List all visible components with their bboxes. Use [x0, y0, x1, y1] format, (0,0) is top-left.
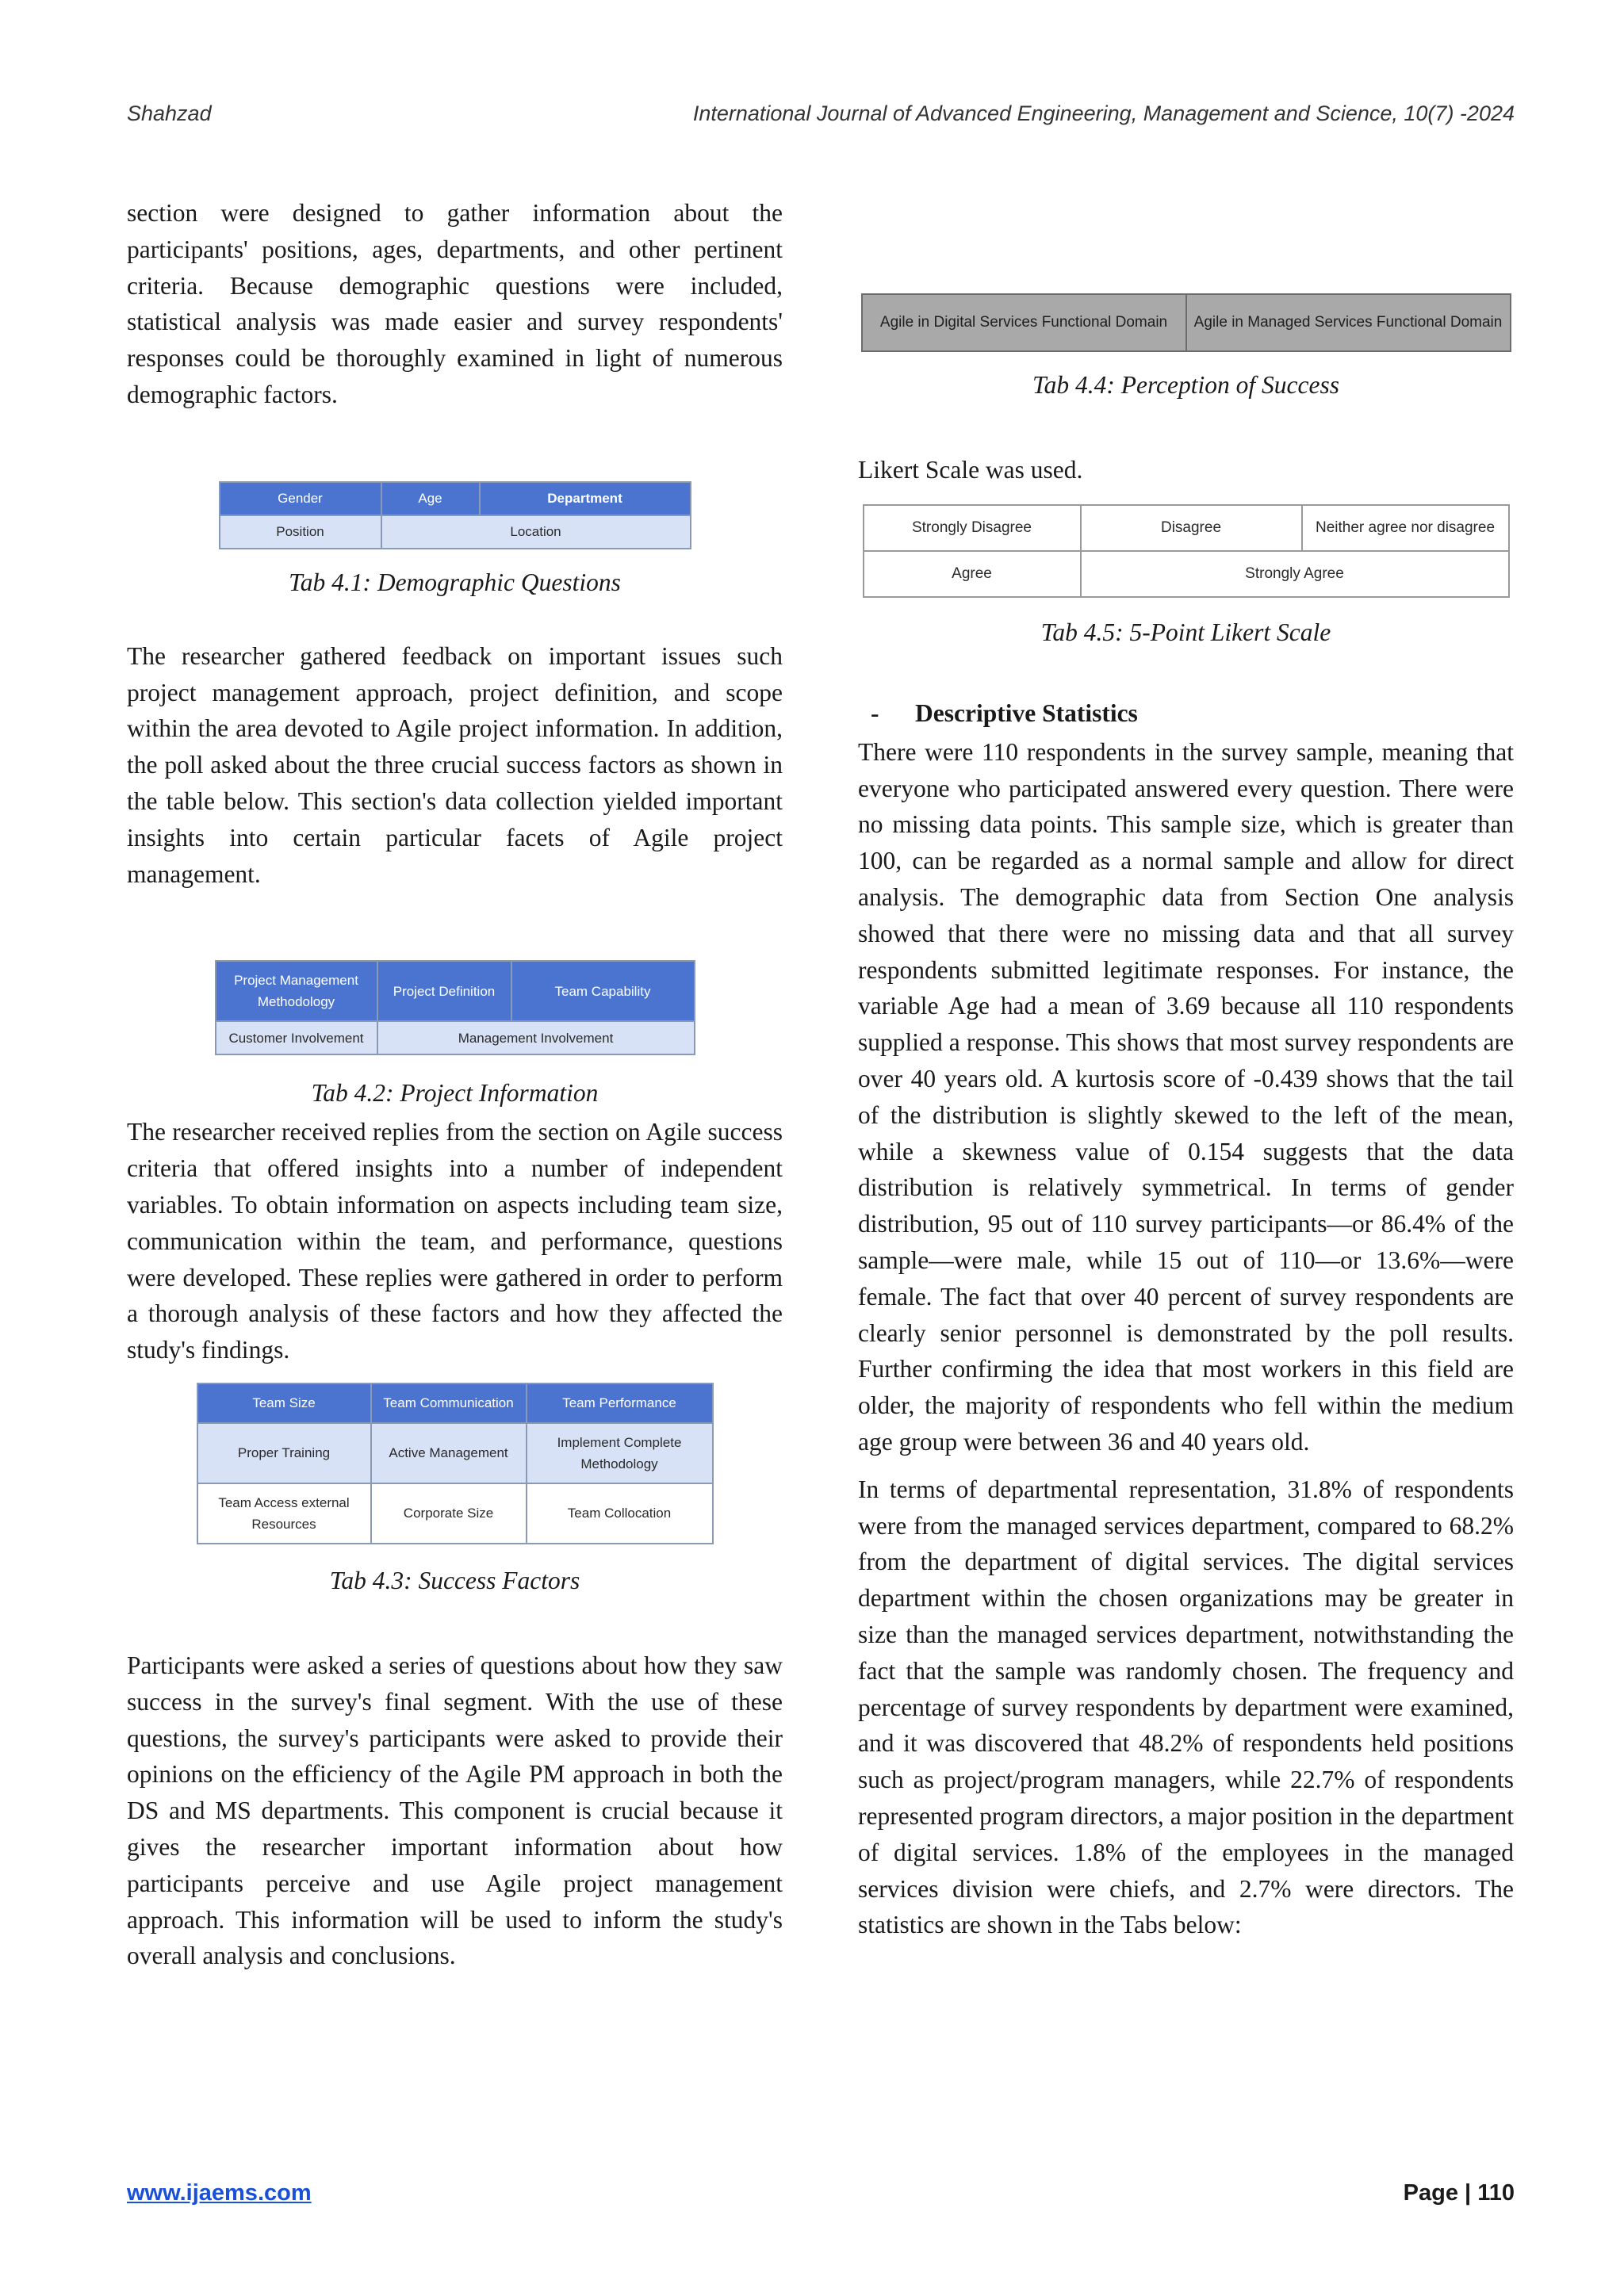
cell-agree: Agree: [864, 551, 1081, 597]
caption-4-4: Tab 4.4: Perception of Success: [1032, 371, 1339, 399]
left-paragraph-3: The researcher received replies from the section on Agile success criteria that offered insights into a number of independent variables. To obtain information on aspects including team size, communication within the team, and performance, questions were developed. These replies were gathered in order to perform a thorough analysis of these factors and how they affected the study's findings.: [127, 1118, 783, 1364]
cell-team-communication: Team Communication: [371, 1383, 527, 1423]
likert-intro: Likert Scale was used.: [858, 456, 1083, 484]
header-author: Shahzad: [127, 101, 212, 125]
cell-strongly-agree: Strongly Agree: [1081, 551, 1509, 597]
heading-dash: -: [871, 698, 879, 727]
cell-active-management: Active Management: [371, 1423, 527, 1483]
cell-team-capability: Team Capability: [511, 961, 695, 1021]
right-paragraph-1: There were 110 respondents in the survey sample, meaning that everyone who participated answered every question. There were no missing data points. This sample size, which is greater than 100, can be regarded as a normal sample and allow for direct analysis. The demographic data from Section One analysis showed that there were no missing data and that all survey respondents submitted legitimate responses. For instance, the variable Age had a mean of 3.69 because all 110 respondents supplied a response. This shows that most survey respondents are over 40 years old. A kurtosis score of -0.439 shows that the tail of the distribution is slightly skewed to the left of the mean, while a skewness value of 0.154 suggests that the data distribution is relatively symmetrical. In terms of gender distribution, 95 out of 110 survey participants—or 86.4% of the sample—were male, while 15 out of 110—or 13.6%—were female. The fact that over 40 percent of survey respondents are clearly senior personnel is demonstrated by the poll results. Further confirming the idea that most workers in this field are older, the majority of respondents who fell within the medium age group were between 36 and 40 years old.: [858, 737, 1514, 1456]
caption-4-5: Tab 4.5: 5-Point Likert Scale: [1040, 618, 1331, 646]
table-4-3-success-factors: [197, 1383, 714, 1544]
table-4-1-demographic: [219, 481, 691, 549]
cell-team-performance: Team Performance: [527, 1383, 713, 1423]
left-paragraph-4: Participants were asked a series of questions about how they saw success in the survey's final segment. With the use of these questions, the survey's participants were asked to provide their opinions on the efficiency of the Agile PM approach in both the DS and MS departments. This component is crucial because it gives the researcher important information about how participants perceive and use Agile project management approach. This information will be used to inform the study's overall analysis and conclusions.: [127, 1651, 783, 1970]
table-4-4-perception-of-success: [861, 293, 1511, 352]
cell-management-involvement: Management Involvement: [377, 1021, 695, 1054]
section-heading: [858, 696, 1514, 731]
left-column: [127, 195, 783, 1974]
page-number: Page | 110: [1403, 2180, 1515, 2206]
right-column: [858, 195, 1514, 1943]
cell-corporate-size: Corporate Size: [371, 1483, 527, 1544]
cell-implement-methodology: Implement Complete Methodology: [527, 1423, 713, 1483]
cell-pm-methodology: Project Management Methodology: [216, 961, 377, 1021]
cell-agile-digital-services: Agile in Digital Services Functional Domain: [862, 294, 1186, 351]
footer-website-link[interactable]: www.ijaems.com: [127, 2180, 312, 2206]
caption-4-1: Tab 4.1: Demographic Questions: [289, 568, 621, 596]
cell-team-collocation: Team Collocation: [527, 1483, 713, 1544]
heading-text: Descriptive Statistics: [915, 698, 1138, 727]
cell-age: Age: [381, 482, 480, 515]
running-header: [127, 101, 1515, 133]
left-paragraph-1: section were designed to gather information about the participants' positions, ages, departments, and other pertinent criteria. Because demographic questions were included, statistical analysis was made easier and survey respondents' responses could be thoroughly examined in light of numerous demographic factors.: [127, 199, 783, 408]
cell-gender: Gender: [220, 482, 381, 515]
cell-position: Position: [220, 515, 381, 549]
cell-team-size: Team Size: [197, 1383, 371, 1423]
header-journal: International Journal of Advanced Engineering, Management and Science, 10(7) -2024: [692, 101, 1515, 125]
cell-customer-involvement: Customer Involvement: [216, 1021, 377, 1054]
cell-project-definition: Project Definition: [377, 961, 511, 1021]
caption-4-2: Tab 4.2: Project Information: [311, 1079, 599, 1108]
cell-location: Location: [381, 515, 691, 549]
cell-team-access-resources: Team Access external Resources: [197, 1483, 371, 1544]
left-paragraph-2: The researcher gathered feedback on important issues such project management approach, project definition, and scope within the area devoted to Agile project information. In addition, the poll asked about the three crucial success factors as shown in the table below. This section's data collection yielded important insights into certain particular facets of Agile project management.: [127, 641, 783, 888]
cell-neither: Neither agree nor disagree: [1302, 505, 1509, 551]
table-4-5-likert-scale: [863, 504, 1510, 598]
cell-agile-managed-services: Agile in Managed Services Functional Domain: [1186, 294, 1511, 351]
caption-4-3: Tab 4.3: Success Factors: [329, 1566, 580, 1594]
cell-strongly-disagree: Strongly Disagree: [864, 505, 1081, 551]
right-paragraph-2: In terms of departmental representation, 31.8% of respondents were from the managed services department, compared to 68.2% from the department of digital services. The digital services department within the chosen organizations may be greater in size than the managed services department, notwithstanding the fact that the sample was randomly chosen. The frequency and percentage of survey respondents by department were examined, and it was discovered that 48.2% of respondents held positions such as project/program managers, while 22.7% of respondents represented program directors, a major position in the department of digital services. 1.8% of the employees in the managed services division were chiefs, and 2.7% were directors. The statistics are shown in the Tabs below:: [858, 1475, 1514, 1939]
cell-proper-training: Proper Training: [197, 1423, 371, 1483]
page-footer: [127, 2180, 1515, 2212]
table-4-2-project-information: [215, 960, 695, 1055]
cell-department: Department: [480, 482, 691, 515]
cell-disagree: Disagree: [1081, 505, 1302, 551]
